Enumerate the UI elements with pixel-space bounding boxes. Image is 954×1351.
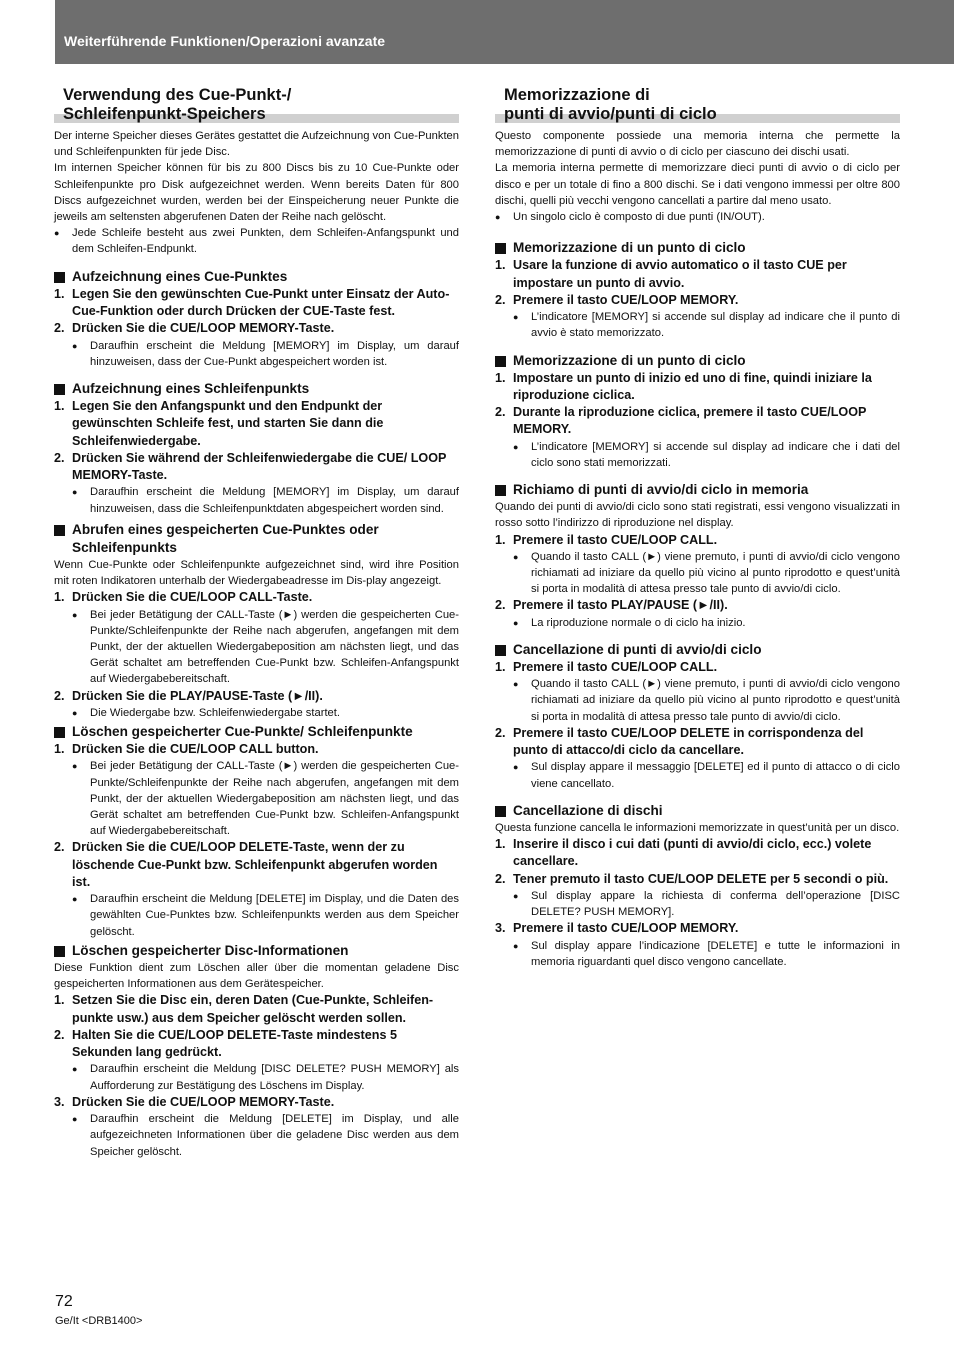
subheading: Abrufen eines gespeicherten Cue-Punktes oder Schleifenpunkts [54, 521, 459, 557]
bullet: ● Daraufhin erscheint die Meldung [DELETE] im Display, und die Daten des gewählten Cue-Punktes bzw. Schleifenpunkts werden aus dem Speicher gelöscht. [54, 891, 459, 940]
subheading: Cancellazione di dischi [495, 802, 900, 820]
subheading: Löschen gespeicherter Cue-Punkte/ Schleifenpunkte [54, 723, 459, 741]
bullet: ● Daraufhin erscheint die Meldung [MEMORY] im Display, um darauf hinzuweisen, dass die Schleifenpunktdaten abgespeichert worden sind. [54, 484, 459, 516]
bullet: ● Bei jeder Betätigung der CALL-Taste (►) werden die gespeicherten Cue-Punkte/Schleifenpunkte der Reihe nach abgerufen, angefangen mit dem Punkt, der der aktuellen Wiedergabeposition am nächsten liegt, und das Gerät schaltet am betreffenden Cue-Punkt bzw. Schleifen-Anfangspunkt auf Wiedergabebereitschaft. [54, 758, 459, 839]
paragraph: Im internen Speicher können für bis zu 800 Discs bis zu 10 Cue-Punkte oder Schleifenpunkte pro Disk aufgezeichnet werden. Wenn bereits Daten für 800 Discs aufgezeichnet wurden, werden bei der Einspeicherung neuer Punkte die jeweils am seltensten abgerufenen Daten der Reihe nach gelöscht. [54, 162, 459, 224]
subheading: Cancellazione di punti di avvio/di ciclo [495, 641, 900, 659]
step: 2. Premere il tasto CUE/LOOP MEMORY. [495, 292, 739, 307]
bullet: ● Un singolo ciclo è composto di due punti (IN/OUT). [495, 209, 900, 225]
bullet: ● Daraufhin erscheint die Meldung [DISC DELETE? PUSH MEMORY] als Aufforderung zur Bestätigung des Löschens im Display. [54, 1061, 459, 1093]
bullet: ● L’indicatore [MEMORY] si accende sul display ad indicare che il punto di avvio è stato memorizzato. [495, 309, 900, 341]
step: 3. Premere il tasto CUE/LOOP MEMORY. [495, 921, 739, 936]
paragraph: La memoria interna permette di memorizzare dieci punti di avvio o di ciclo per disco e per un totale di fino a 800 dischi. Se i dati vengono immessi per oltre 800 dischi, quelli più vecchi vengono cancellati a partire dal meno usato. [495, 162, 900, 207]
step: 1. Setzen Sie die Disc ein, deren Daten (Cue-Punkte, Schleifen-punkte usw.) aus dem Speicher gelöscht werden sollen. [54, 993, 434, 1025]
paragraph: Diese Funktion dient zum Löschen aller über die momentan geladene Disc gespeicherten Informationen aus dem Gerätespeicher. [54, 961, 459, 991]
subheading: Aufzeichnung eines Schleifenpunkts [54, 380, 459, 398]
step: 2. Drücken Sie die PLAY/PAUSE-Taste (►/II). [54, 688, 323, 703]
step: 2. Drücken Sie während der Schleifenwiedergabe die CUE/ LOOP MEMORY-Taste. [54, 450, 447, 483]
paragraph: Quando dei punti di avvio/di ciclo sono stati registrati, essi vengono visualizzati in rosso sotto l’indirizzo di riproduzione nel display. [495, 501, 900, 530]
paragraph: Der interne Speicher dieses Gerätes gestattet die Aufzeichnung von Cue-Punkten und Schleifenpunkten für jede Disc. [54, 130, 459, 159]
paragraph: Questa funzione cancella le informazioni memorizzate in quest’unità per un disco. [495, 821, 900, 834]
right-column [495, 86, 900, 970]
subheading: Memorizzazione di un punto di ciclo [495, 352, 900, 370]
title-line: Schleifenpunkt-Speichers [63, 105, 266, 123]
subheading: Memorizzazione di un punto di ciclo [495, 239, 900, 257]
step: 2. Durante la riproduzione ciclica, premere il tasto CUE/LOOP MEMORY. [495, 405, 867, 437]
step: 2. Drücken Sie die CUE/LOOP DELETE-Taste, wenn der zu löschende Cue-Punkt bzw. Schleifenpunkt abgerufen worden ist. [54, 840, 438, 889]
section-title-it [495, 86, 900, 124]
title-line: punti di avvio/punti di ciclo [504, 105, 717, 123]
paragraph: Wenn Cue-Punkte oder Schleifenpunkte aufgezeichnet sind, wird ihre Position mit roten Indikatoren unterhalb der Wiedergabeadresse im Dis-play angezeigt. [54, 558, 459, 588]
bullet: ● Die Wiedergabe bzw. Schleifenwiedergabe startet. [54, 705, 459, 721]
subheading: Löschen gespeicherter Disc-Informationen [54, 942, 459, 960]
document-code: Ge/It <DRB1400> [55, 1315, 143, 1327]
step: 2. Halten Sie die CUE/LOOP DELETE-Taste mindestens 5 Sekunden lang gedrückt. [54, 1027, 397, 1060]
step: 1. Usare la funzione di avvio automatico o il tasto CUE per impostare un punto di avvio. [495, 258, 847, 290]
step: 2. Tener premuto il tasto CUE/LOOP DELETE per 5 secondi o più. [495, 871, 889, 886]
step: 1. Drücken Sie die CUE/LOOP CALL-Taste. [54, 590, 313, 605]
step: 1. Premere il tasto CUE/LOOP CALL. [495, 532, 718, 547]
step: 1. Drücken Sie die CUE/LOOP CALL button. [54, 742, 319, 757]
bullet: ● Daraufhin erscheint die Meldung [DELETE] im Display, und alle aufgezeichneten Informationen über die geladene Disc werden aus dem Speicher gelöscht. [54, 1111, 459, 1160]
step: 1. Legen Sie den gewünschten Cue-Punkt unter Einsatz der Auto-Cue-Funktion oder durch Drücken der CUE-Taste fest. [54, 286, 450, 318]
bullet: ● Bei jeder Betätigung der CALL-Taste (►) werden die gespeicherten Cue-Punkte/Schleifenpunkte der Reihe nach abgerufen, angefangen mit dem Punkt, der der aktuellen Wiedergabeposition am nächsten liegt, und das Gerät schaltet am betreffenden Cue-Punkt bzw. Schleifen-Anfangspunkt auf Wiedergabebereitschaft. [54, 607, 459, 688]
step: 1. Premere il tasto CUE/LOOP CALL. [495, 659, 718, 674]
header-bar [55, 0, 954, 64]
subheading: Richiamo di punti di avvio/di ciclo in memoria [495, 481, 900, 499]
step: 2. Drücken Sie die CUE/LOOP MEMORY-Taste. [54, 321, 335, 336]
bullet: ● Sul display appare il messaggio [DELETE] ed il punto di attacco o di ciclo viene cancellato. [495, 759, 900, 791]
step: 1. Impostare un punto di inizio ed uno di fine, quindi iniziare la riproduzione ciclica. [495, 370, 872, 402]
paragraph: Questo componente possiede una memoria interna che permette la memorizzazione di punti di avvio o di ciclo per ciascuno dei dischi usati. [495, 130, 900, 159]
header-title: Weiterführende Funktionen/Operazioni avanzate [64, 33, 386, 49]
page-number: 72 [55, 1293, 73, 1310]
bullet: ● Daraufhin erscheint die Meldung [MEMORY] im Display, um darauf hinzuweisen, dass der Cue-Punkt abgespeichert worden ist. [54, 338, 459, 370]
bullet: ● Jede Schleife besteht aus zwei Punkten, dem Schleifen-Anfangspunkt und dem Schleifen-Endpunkt. [54, 225, 459, 257]
bullet: ● Sul display appare l’indicazione [DELETE] e tutte le informazioni in memoria riguardanti quel disco vengono cancellate. [495, 938, 900, 970]
bullet: ● Quando il tasto CALL (►) viene premuto, i punti di avvio/di ciclo vengono richiamati ad iniziare da quello più vicino al punto riprodotto e quest’unità si porta in modalità di attesa presso tale punto di avvio/di ciclo. [495, 549, 900, 598]
step: 1. Inserire il disco i cui dati (punti di avvio/di ciclo, ecc.) volete cancellare. [495, 837, 872, 869]
title-line: Verwendung des Cue-Punkt-/ [63, 86, 292, 104]
step: 2. Premere il tasto PLAY/PAUSE (►/II). [495, 598, 728, 613]
bullet: ● L’indicatore [MEMORY] si accende sul display ad indicare che i dati del ciclo sono stati memorizzati. [495, 439, 900, 471]
left-column [54, 86, 459, 1160]
bullet: ● Quando il tasto CALL (►) viene premuto, i punti di avvio/di ciclo vengono richiamati ad iniziare da quello più vicino al punto riprodotto e quest’unità si porta in modalità di attesa presso tale punto di avvio/di ciclo. [495, 676, 900, 725]
section-title-de [54, 86, 459, 124]
bullet: ● La riproduzione normale o di ciclo ha inizio. [495, 615, 900, 631]
subheading: Aufzeichnung eines Cue-Punktes [54, 268, 459, 286]
bullet: ● Sul display appare la richiesta di conferma dell’operazione [DISC DELETE? PUSH MEMORY]. [495, 888, 900, 920]
step: 2. Premere il tasto CUE/LOOP DELETE in corrispondenza del punto di attacco/di ciclo da cancellare. [495, 725, 864, 758]
title-line: Memorizzazione di [504, 86, 650, 104]
step: 1. Legen Sie den Anfangspunkt und den Endpunkt der gewünschten Schleife fest, und starten Sie dann die Schleifenwiedergabe. [54, 398, 384, 448]
step: 3. Drücken Sie die CUE/LOOP MEMORY-Taste. [54, 1094, 335, 1109]
